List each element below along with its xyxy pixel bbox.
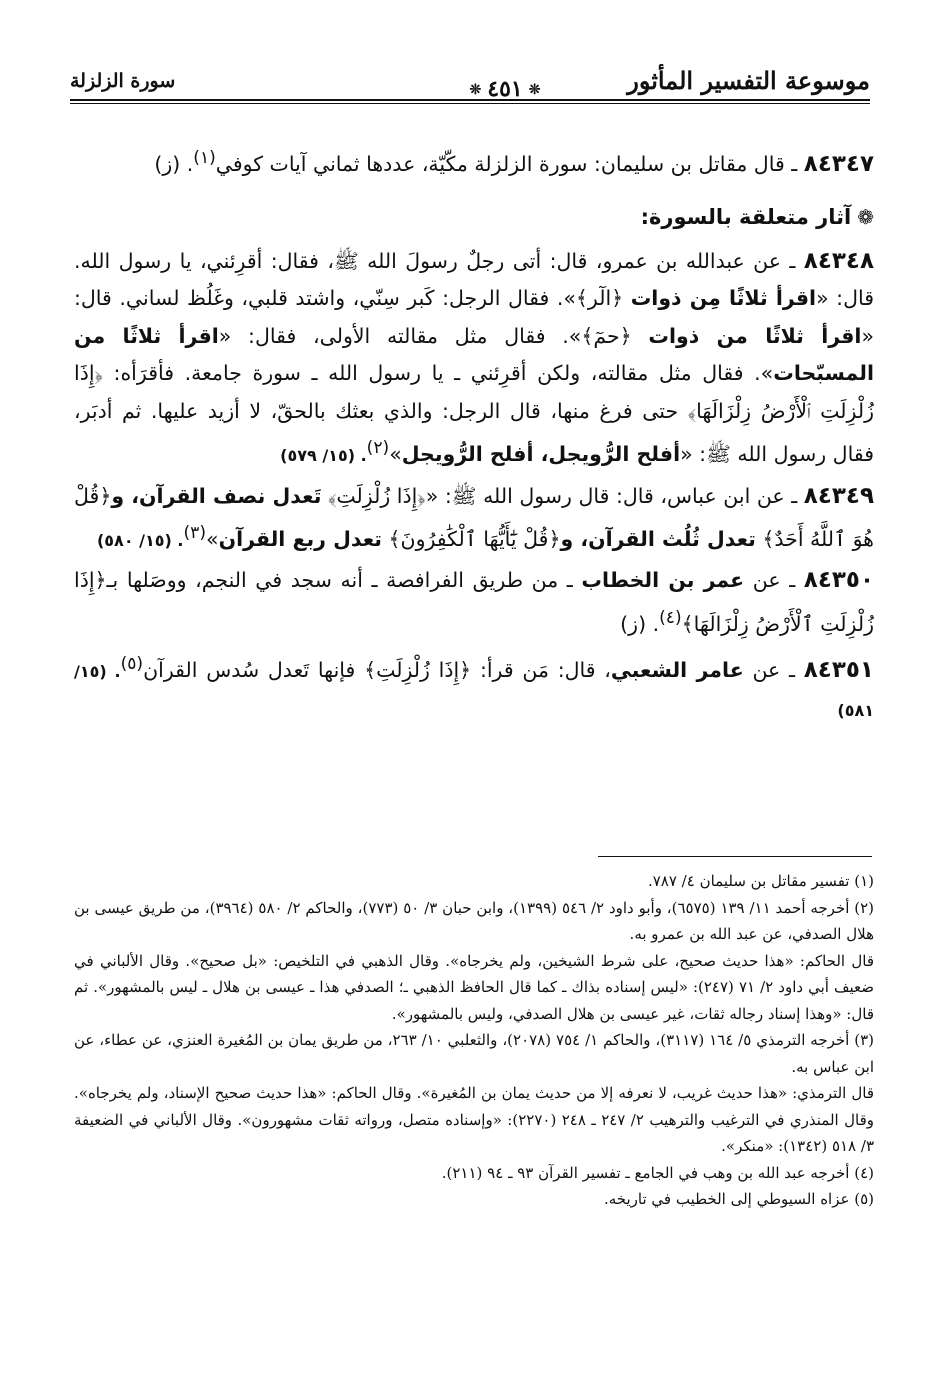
footnote-separator	[598, 856, 872, 857]
footnote: (٢) أخرجه أحمد ١١/ ١٣٩ (٦٥٧٥)، وأبو داود ٢/ ٥٤٦ (١٣٩٩)، وابن حبان ٣/ ٥٠ (٧٧٣)، والحاكم ٢/ ٥٨٠ (٣٩٦٤)، من طريق عيسى بن هلال الصدفي، عن عبد الله بن عمرو به.	[74, 898, 875, 943]
athar-number: ٨٤٣٤٧	[803, 150, 874, 177]
main-text	[74, 140, 874, 729]
hadith-text: تعدل ثُلُث القرآن، و	[560, 526, 756, 551]
footnote: قال الحاكم: «هذا حديث صحيح، على شرط الشيخين، ولم يخرجاه». وقال الذهبي في التلخيص: «بل صحيح». وقال الألباني في ضعيف أبي داود ٢/ ٧١ (٢٤٧): «ليس إسناده بذاك ـ كما قال الحافظ الذهبي ـ؛ الصدفي هذا ـ عيسى بن هلال ـ ليس بالمشهور». ثم قال: «وهذا إسناد رجاله ثقات، غير عيسى بن هلال الصدفي، وليس بالمشهور».	[74, 951, 874, 1023]
footnote-mark[interactable]: (١)	[193, 148, 216, 168]
athar-number: ٨٤٣٥٠	[803, 567, 874, 594]
hadith-text: تَعدل نصف القرآن، و	[111, 483, 322, 508]
footnote-mark[interactable]: (٣)	[183, 523, 207, 544]
volume-reference: . (١٥/ ٥٨١)	[74, 662, 874, 720]
athar-text: ـ عن	[744, 568, 804, 593]
hadith-text: اقرأ ثلاثًا مِن ذوات	[630, 286, 817, 311]
footnote: (٤) أخرجه عبد الله بن وهب في الجامع ـ تفسير القرآن ٩٣ ـ ٩٤ (٢١١).	[441, 1163, 874, 1182]
narrator-name: عامر الشعبي	[610, 658, 744, 683]
athar-8349	[74, 478, 874, 560]
footnote: (٥) عزاه السيوطي إلى الخطيب في تاريخه.	[603, 1190, 874, 1208]
hadith-text: اقرأ ثلاثًا من ذوات	[648, 323, 862, 348]
athar-text: ﴿الٓر﴾». فقال الرجل: كَبر سِنّي، واشتد قلبي، وغَلُظ لساني. قال: «	[74, 286, 874, 348]
hadith-text: تعدل ربع القرآن	[218, 526, 383, 551]
running-header	[70, 62, 870, 102]
footnote: (٣) أخرجه الترمذي ٥/ ١٦٤ (٣١١٧)، والحاكم ١/ ٧٥٤ (٢٠٧٨)، والثعلبي ١٠/ ٢٦٣، من طريق يمان بن المُغيرة العنزي، عن عطاء، عن ابن عباس به.	[74, 1031, 875, 1076]
footnote: (١) تفسير مقاتل بن سليمان ٤/ ٧٨٧.	[647, 872, 874, 890]
footnotes	[74, 868, 874, 1213]
athar-number: ٨٤٣٤٨	[803, 247, 874, 274]
page-number: ٤٥١	[487, 76, 523, 102]
flower-ornament-icon: ❁	[857, 205, 874, 230]
athar-8350	[74, 562, 874, 643]
ornament-icon: ❊	[469, 82, 482, 98]
footnote-mark[interactable]: (٢)	[366, 438, 390, 459]
athar-text: ، قال: مَن قرأ: ﴿إِذَا زُلْزِلَتِ﴾ فإنها تَعدل سُدس القرآن	[143, 658, 611, 683]
athar-text: ـ عن عبدالله بن عمرو، قال: أتى رجلٌ رسولَ الله ﷺ، فقال: أقرِئني، يا رسول الله. قال: «	[74, 248, 875, 311]
footnote-mark[interactable]: (٤)	[659, 607, 682, 628]
section-heading	[74, 199, 874, 237]
footnote-mark[interactable]: (٥)	[120, 654, 144, 675]
athar-text: »	[206, 526, 219, 551]
athar-8347	[74, 140, 874, 183]
volume-reference: . (١٥/ ٥٨٠)	[96, 530, 184, 550]
ornament-icon: ❊	[528, 82, 541, 98]
hadith-text: أفلح الرُّويجل، أفلح الرُّويجل	[401, 442, 681, 467]
athar-text: ـ من طريق الفرافصة ـ أنه سجد في النجم، ووصَلها بـ﴿إِذَا زُلْزِلَتِ ٱلْأَرْضُ زِلْزَالَهَا﴾	[74, 568, 874, 636]
athar-tail: . (ز)	[620, 611, 660, 636]
footnote: قال الترمذي: «هذا حديث غريب، لا نعرفه إلا من حديث يمان بن المُغيرة». وقال الحاكم: «هذا حديث صحيح الإسناد، ولم يخرجاه». وقال المنذري في الترغيب والترهيب ٢/ ٢٤٧ ـ ٢٤٨ (٢٢٧٠): «وإسناده متصل، ورواته ثقات مشهورون». وقال الألباني في الضعيفة ٣/ ٥١٨ (١٣٤٢): «منكر».	[74, 1084, 875, 1155]
volume-reference: . (١٥/ ٥٧٩)	[280, 446, 367, 466]
athar-text: ﴿حمٓ﴾». فقال مثل مقالته الأولى، فقال: «	[218, 323, 649, 348]
header-rule	[70, 99, 870, 104]
narrator-name: عمر بن الخطاب	[581, 568, 745, 593]
section-heading-text: آثار متعلقة بالسورة:	[640, 205, 852, 230]
athar-text: ». فقال مثل مقالته، ولكن أقرِئني ـ يا رسول الله ـ سورة جامعة. فأقرَأه: ﴿إِذَا زُلْزِلَتِ ٱلْأَرْضُ زِلْزَالَهَا﴾ حتى فرغ منها، قال الرجل: والذي بعثك بالحقّ، لا أزيد عليها. ثم أدبَر، فقال رسول الله ﷺ: «	[74, 361, 874, 467]
athar-text: ـ عن	[743, 658, 804, 683]
athar-number: ٨٤٣٥١	[803, 657, 874, 684]
athar-text: ﴿قُلْ هُوَ ٱللَّهُ أَحَدٌ﴾	[74, 483, 874, 551]
athar-text: ﴿قُلْ يَٰٓأَيُّهَا ٱلْكَٰفِرُونَ﴾	[382, 526, 561, 551]
athar-number: ٨٤٣٤٩	[803, 482, 874, 509]
athar-8351	[74, 646, 874, 729]
athar-8348	[74, 243, 874, 475]
athar-text: ـ عن ابن عباس، قال: قال رسول الله ﷺ: «﴿إِذَا زُلْزِلَتِ﴾	[321, 483, 804, 508]
hadith-text: اقرأ ثلاثًا من المسبّحات	[74, 323, 874, 386]
athar-text: ـ قال مقاتل بن سليمان: سورة الزلزلة مكّيّة، عددها ثماني آيات كوفي	[215, 151, 804, 176]
athar-text: »	[389, 442, 402, 467]
athar-tail: . (ز)	[154, 151, 194, 176]
surah-name: سورة الزلزلة	[70, 70, 176, 92]
book-title: موسوعة التفسير المأثور	[627, 66, 870, 95]
